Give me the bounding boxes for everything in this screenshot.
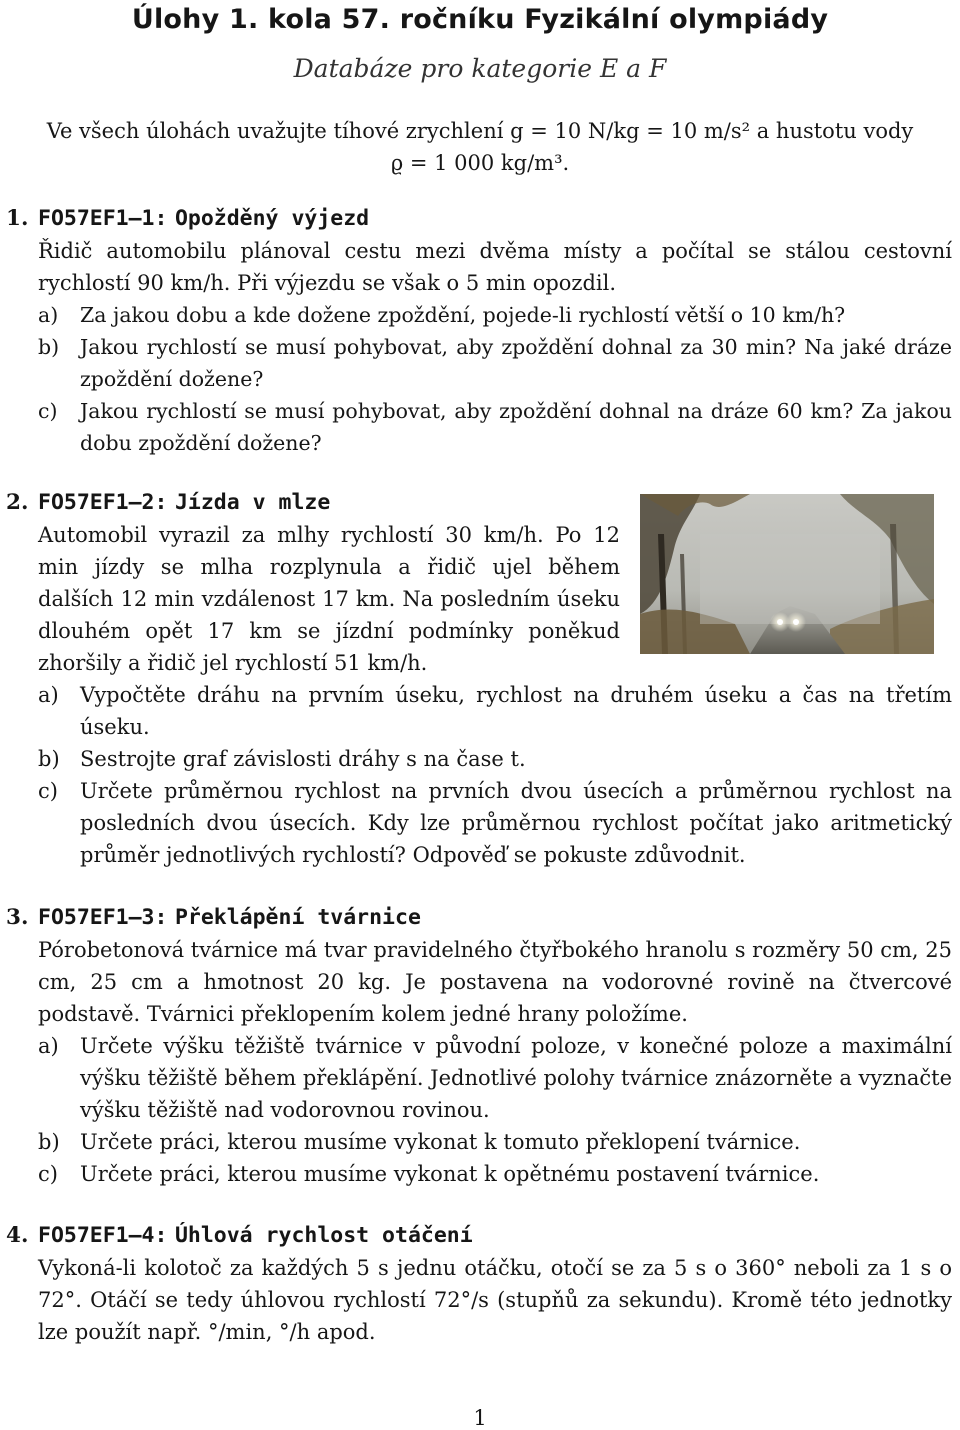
document-title: Úlohy 1. kola 57. ročníku Fyzikální olympiády	[131, 4, 829, 35]
problem-text: Pórobetonová tvárnice má tvar pravidelného čtyřbokého hranolu s rozměry 50 cm, 25 cm, 25 cm a hmotnost 20 kg. Je postavena na vodorovné rovině na čtvercové podstavě. Tvárnici překlopením kolem jedné hrany položíme.	[38, 938, 952, 1026]
subtask-text: Jakou rychlostí se musí pohybovat, aby zpoždění dohnal za 30 min? Na jaké dráze zpoždění dožene?	[80, 335, 952, 391]
subtask-text: Vypočtěte dráhu na prvním úseku, rychlost na druhém úseku a čas na třetím úseku.	[80, 683, 952, 739]
problem-title: Opožděný výjezd	[174, 206, 370, 231]
subtask-label: b)	[38, 335, 60, 359]
problem-text: Řidič automobilu plánoval cestu mezi dvěma místy a počítal se stálou cestovní rychlostí 90 km/h. Při výjezdu se však o 5 min opozdil.	[38, 239, 952, 295]
subtask	[0, 743, 960, 775]
subtask-label: b)	[38, 1130, 60, 1154]
problem-code: FO57EF1–1:	[38, 206, 168, 231]
problem-title: Úhlová rychlost otáčení	[174, 1223, 473, 1248]
problem-number: 1.	[6, 206, 29, 231]
subtask-label: a)	[38, 1034, 59, 1058]
subtask-label: a)	[38, 683, 59, 707]
subtask-text: Sestrojte graf závislosti dráhy s na čase t.	[80, 747, 526, 771]
problem-code: FO57EF1–4:	[38, 1223, 168, 1248]
subtask-text: Určete výšku těžiště tvárnice v původní poloze, v konečné poloze a maximální výšku těžiště během překlápění. Jednotlivé polohy tvárnice znázorněte a vyznačte výšku těžiště nad vodorovnou rovinou.	[80, 1034, 952, 1122]
subtask	[0, 299, 960, 331]
subtask-list	[0, 299, 960, 459]
subtask-list	[0, 679, 960, 871]
subtask-list	[0, 1030, 960, 1190]
subtask-text: Za jakou dobu a kde dožene zpoždění, pojede-li rychlostí větší o 10 km/h?	[80, 303, 846, 327]
foggy-road-photo	[640, 494, 934, 654]
intro-text: Ve všech úlohách uvažujte tíhové zrychlení g = 10 N/kg = 10 m/s² a hustotu vody ϱ = 1 000 kg/m³.	[46, 119, 914, 175]
subtask-text: Určete práci, kterou musíme vykonat k tomuto překlopení tvárnice.	[80, 1130, 801, 1154]
problem-title: Překlápění tvárnice	[174, 905, 421, 930]
problem-heading	[0, 202, 960, 235]
problem-heading	[0, 901, 960, 934]
subtask-label: c)	[38, 1162, 58, 1186]
subtask	[0, 395, 960, 459]
problem-3	[0, 901, 960, 1190]
subtask	[0, 331, 960, 395]
subtask-label: c)	[38, 399, 58, 423]
problem-code: FO57EF1–3:	[38, 905, 168, 930]
problem-heading	[0, 1219, 960, 1252]
subtask-text: Určete průměrnou rychlost na prvních dvou úsecích a průměrnou rychlost na posledních dvou úsecích. Kdy lze průměrnou rychlost počítat jako aritmetický průměr jednotlivých rychlostí? Odpověď se pokuste zdůvodnit.	[80, 779, 952, 867]
problem-number: 2.	[6, 490, 29, 515]
page-number: 1	[473, 1406, 487, 1430]
subtask-label: c)	[38, 779, 58, 803]
document-subtitle: Databáze pro kategorie E a F	[293, 54, 667, 83]
subtask	[0, 1126, 960, 1158]
subtask	[0, 1030, 960, 1126]
subtask-text: Určete práci, kterou musíme vykonat k opětnému postavení tvárnice.	[80, 1162, 820, 1186]
subtask	[0, 775, 960, 871]
subtask-label: b)	[38, 747, 60, 771]
problem-title: Jízda v mlze	[174, 490, 331, 515]
problem-1	[0, 202, 960, 459]
problem-text: Vykoná-li kolotoč za každých 5 s jednu otáčku, otočí se za 5 s o 360° neboli za 1 s o 72°. Otáčí se tedy úhlovou rychlostí 72°/s (stupňů za sekundu). Kromě této jednotky lze použít např. °/min, °/h apod.	[38, 1256, 952, 1344]
subtask-label: a)	[38, 303, 59, 327]
subtask	[0, 1158, 960, 1190]
subtask	[0, 679, 960, 743]
foggy-road-illustration	[640, 494, 934, 654]
problem-number: 4.	[6, 1223, 29, 1248]
problem-text: Automobil vyrazil za mlhy rychlostí 30 km/h. Po 12 min jízdy se mlha rozplynula a řidič ujel během dalších 12 min vzdálenost 17 km. Na posledním úseku dlouhém opět 17 km se jízdní podmínky poněkud zhoršily a řidič jel rychlostí 51 km/h.	[38, 523, 620, 675]
problem-code: FO57EF1–2:	[38, 490, 168, 515]
subtask-text: Jakou rychlostí se musí pohybovat, aby zpoždění dohnal na dráze 60 km? Za jakou dobu zpoždění dožene?	[80, 399, 952, 455]
problem-4	[0, 1219, 960, 1348]
problem-number: 3.	[6, 905, 29, 930]
